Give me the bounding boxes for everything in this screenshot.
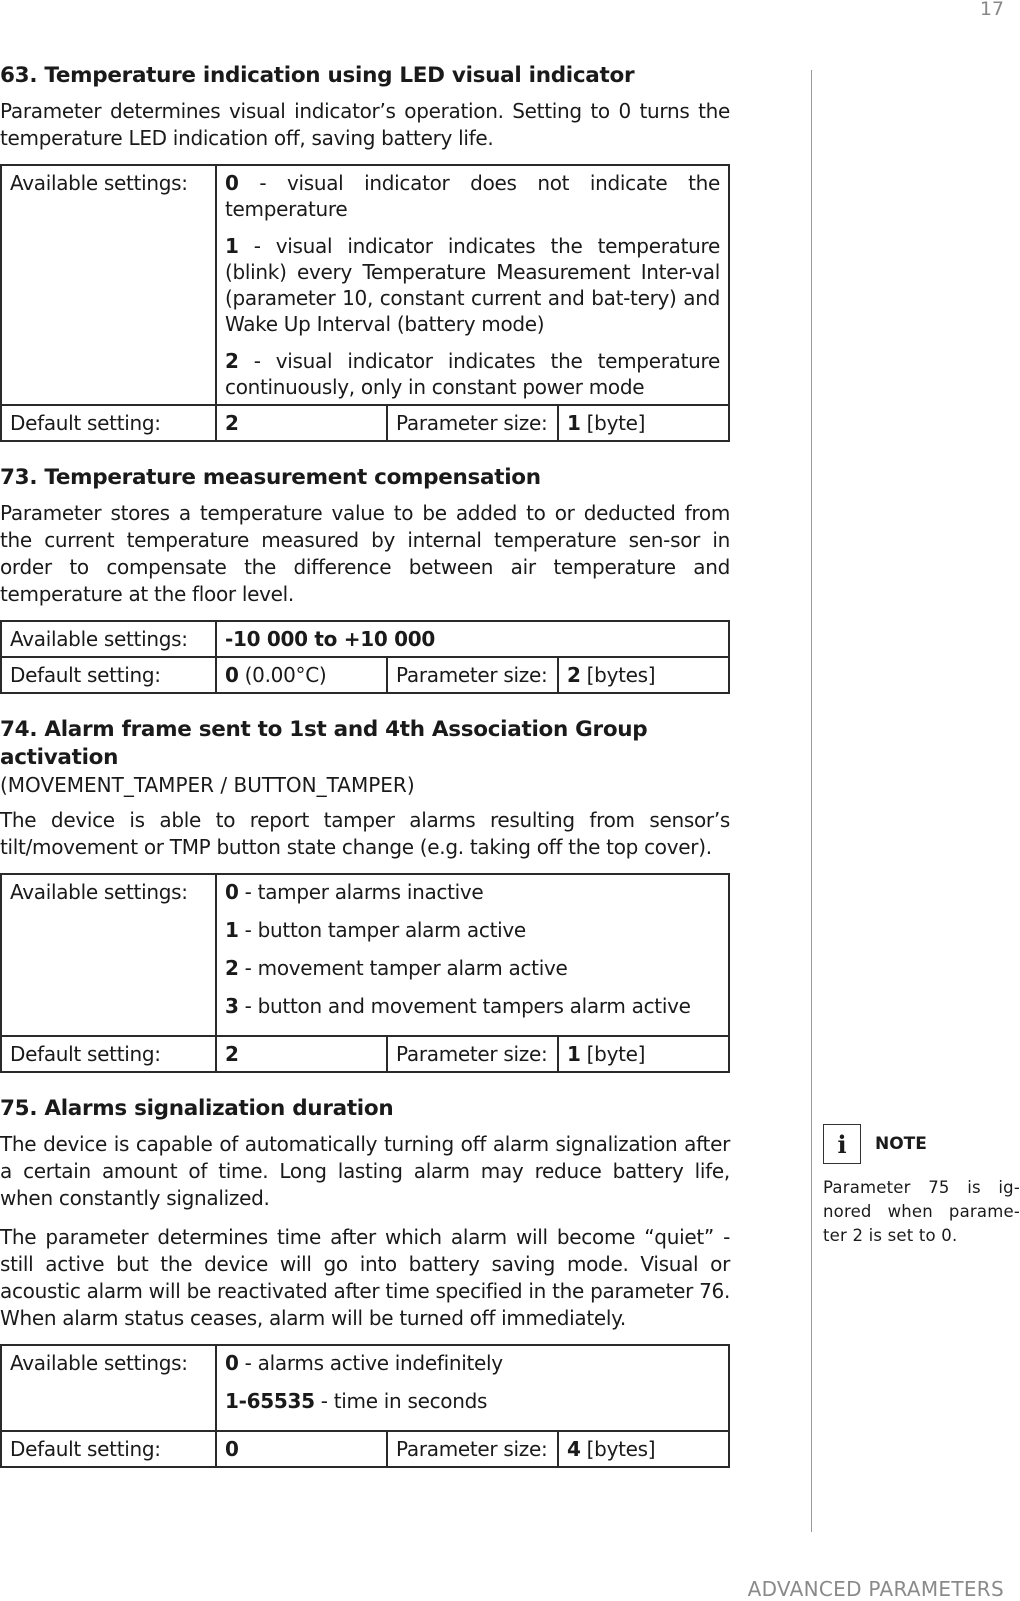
- section-63: [0, 62, 730, 442]
- available-settings-label: Available settings:: [1, 621, 216, 657]
- default-setting-value: 0 (0.00°C): [216, 657, 387, 693]
- section-paragraph: The device is able to report tamper alarms resulting from sensor’s tilt/movement or TMP button state change (e.g. taking off the top cover).: [0, 808, 730, 859]
- default-setting-value: 0: [216, 1431, 387, 1467]
- option-item: 1 - visual indicator indicates the temperature (blink) every Temperature Measurement Inter-val (parameter 10, constant current and bat-tery) and Wake Up Interval (battery mode): [225, 234, 720, 336]
- parameter-size-label: Parameter size:: [387, 1036, 558, 1072]
- available-settings-values: [216, 165, 729, 405]
- option-item: 3 - button and movement tampers alarm active: [225, 994, 691, 1018]
- section-title: 75. Alarms signalization duration: [0, 1096, 394, 1121]
- parameter-size-value: 4 [bytes]: [558, 1431, 729, 1467]
- option-item: 1 - button tamper alarm active: [225, 918, 526, 942]
- footer-section-label: ADVANCED PARAMETERS: [747, 1577, 1004, 1601]
- section-paragraph: The parameter determines time after which alarm will become “quiet” - still active but the device will go into battery saving mode. Visual or acoustic alarm will be reactivated after time specified in the parameter 76. When alarm status ceases, alarm will be turned off immediately.: [0, 1225, 730, 1330]
- parameter-table: [0, 1344, 730, 1468]
- option-item: 0 - alarms active indefinitely: [225, 1351, 503, 1375]
- option-item: 1-65535 - time in seconds: [225, 1389, 488, 1413]
- parameter-size-value: 1 [byte]: [558, 405, 729, 441]
- section-title: 73. Temperature measurement compensation: [0, 465, 541, 490]
- page-number: 17: [979, 0, 1004, 20]
- section-title: 63. Temperature indication using LED visual indicator: [0, 63, 635, 88]
- parameter-table: [0, 873, 730, 1073]
- note-title: NOTE: [875, 1134, 927, 1154]
- default-setting-value: 2: [216, 1036, 387, 1072]
- available-settings-values: [216, 621, 729, 657]
- available-settings-values: [216, 1345, 729, 1431]
- column-divider: [811, 70, 812, 1532]
- section-paragraph: Parameter determines visual indicator’s operation. Setting to 0 turns the temperature LED indication off, saving battery life.: [0, 99, 730, 150]
- available-settings-label: Available settings:: [1, 874, 216, 1036]
- default-setting-label: Default setting:: [1, 405, 216, 441]
- default-setting-label: Default setting:: [1, 1036, 216, 1072]
- parameter-size-label: Parameter size:: [387, 405, 558, 441]
- section-75: [0, 1095, 730, 1468]
- option-item: -10 000 to +10 000: [225, 627, 435, 651]
- default-setting-label: Default setting:: [1, 1431, 216, 1467]
- parameter-size-label: Parameter size:: [387, 1431, 558, 1467]
- section-paragraph: Parameter stores a temperature value to be added to or deducted from the current temperature measured by internal temperature sen-sor in order to compensate the difference between air temperature and temperature at the floor level.: [0, 501, 730, 606]
- section-title: 74. Alarm frame sent to 1st and 4th Association Group activation: [0, 717, 648, 770]
- available-settings-values: [216, 874, 729, 1036]
- parameter-table: [0, 164, 730, 442]
- note-header: [823, 1124, 1020, 1164]
- available-settings-label: Available settings:: [1, 1345, 216, 1431]
- parameter-size-value: 2 [bytes]: [558, 657, 729, 693]
- default-setting-label: Default setting:: [1, 657, 216, 693]
- section-73: [0, 464, 730, 694]
- parameter-size-label: Parameter size:: [387, 657, 558, 693]
- section-74: [0, 716, 730, 1073]
- parameter-size-value: 1 [byte]: [558, 1036, 729, 1072]
- parameter-table: [0, 620, 730, 694]
- option-item: 0 - tamper alarms inactive: [225, 880, 484, 904]
- main-column: [0, 62, 730, 1490]
- available-settings-label: Available settings:: [1, 165, 216, 405]
- default-setting-value: 2: [216, 405, 387, 441]
- note-text: Parameter 75 is ig-nored when parame-ter 2 is set to 0.: [823, 1178, 1020, 1245]
- note-box: [823, 1124, 1020, 1248]
- option-item: 2 - visual indicator indicates the temperature continuously, only in constant power mode: [225, 349, 720, 399]
- info-icon: i: [823, 1124, 861, 1164]
- option-item: 0 - visual indicator does not indicate the temperature: [225, 171, 720, 221]
- section-subtitle: (MOVEMENT_TAMPER / BUTTON_TAMPER): [0, 773, 415, 797]
- option-item: 2 - movement tamper alarm active: [225, 956, 568, 980]
- section-paragraph: The device is capable of automatically turning off alarm signalization after a certain amount of time. Long lasting alarm may reduce battery life, when constantly signalized.: [0, 1132, 730, 1210]
